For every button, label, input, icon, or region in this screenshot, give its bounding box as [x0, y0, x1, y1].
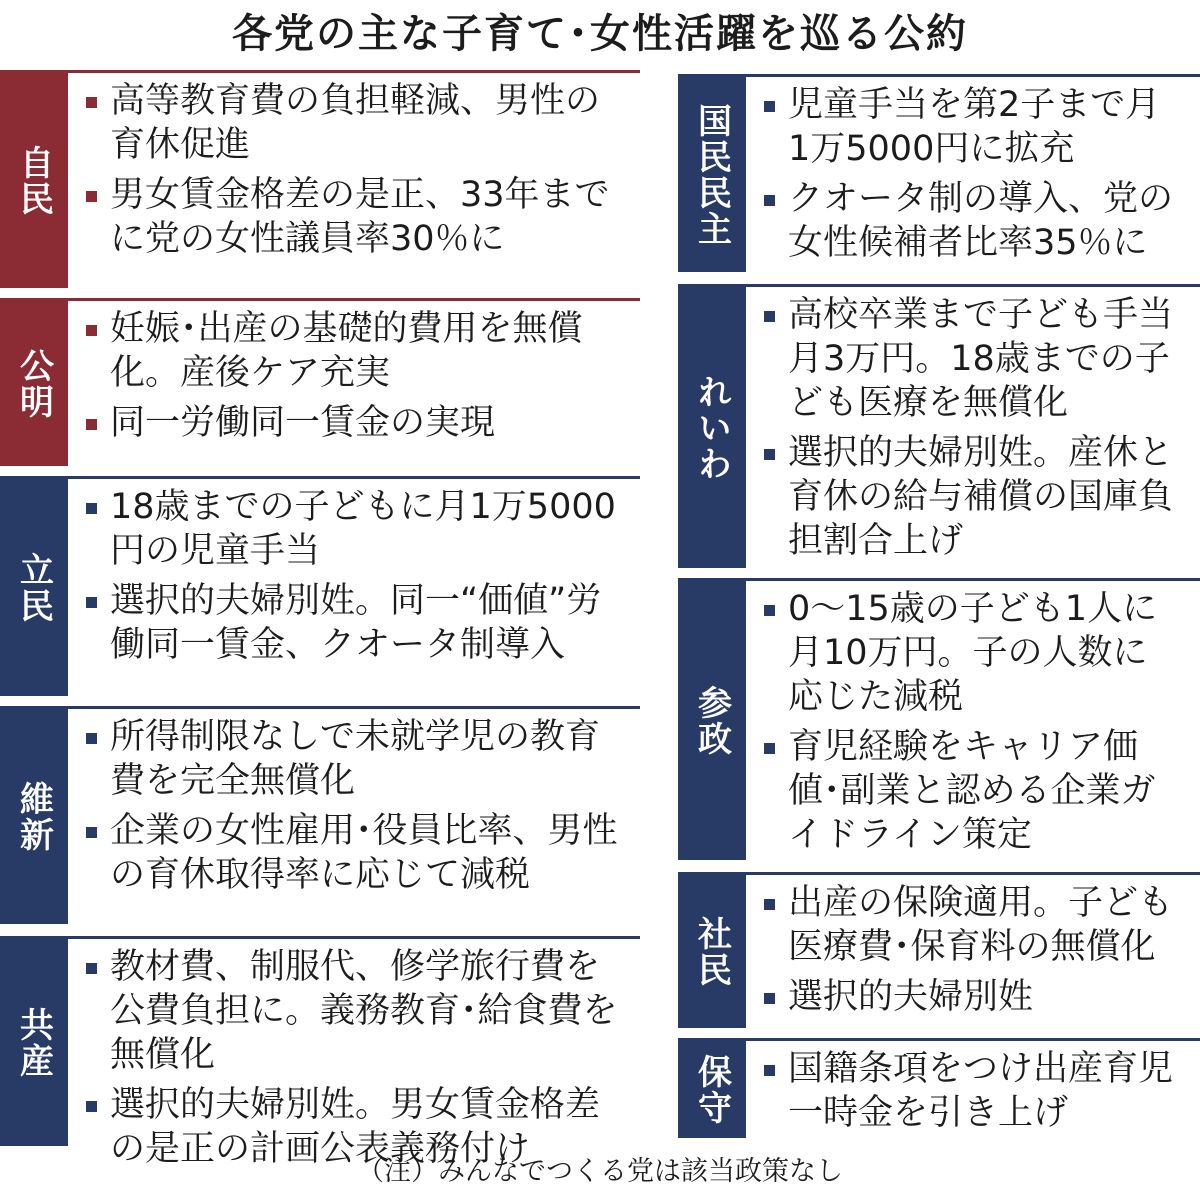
bullet-icon: [764, 311, 775, 322]
party-block-hoshu: [678, 1038, 1200, 1138]
policy-item: [756, 587, 1176, 719]
party-label-sansei: [678, 581, 746, 860]
policy-list: [78, 301, 598, 445]
policy-text: 教材費、制服代、修学旅行費を公費負担に。義務教育･給食費を無償化: [110, 947, 618, 1075]
policy-text: 選択的夫婦別姓。男女賃金格差の是正の計画公表義務付け: [110, 1085, 601, 1169]
policy-list: [756, 581, 1176, 857]
party-name: 保守: [691, 1053, 732, 1126]
bullet-icon: [86, 325, 97, 336]
bullet-icon: [86, 419, 97, 430]
policy-text: 企業の女性雇用･役員比率、男性の育休取得率に応じて減税: [110, 811, 618, 895]
policy-text: 国籍条項をつけ出産育児一時金を引き上げ: [788, 1049, 1174, 1133]
policy-item: [78, 485, 626, 573]
policy-list: [756, 77, 1176, 265]
policy-text: 男女賃金格差の是正、33年までに党の女性議員率30％に: [110, 175, 610, 259]
bullet-icon: [764, 195, 775, 206]
policy-item: [756, 725, 1176, 857]
party-name: 公明: [13, 347, 54, 420]
party-name: 国民民主: [691, 102, 732, 247]
policy-item: [78, 307, 598, 395]
policy-item: [756, 1047, 1176, 1135]
policy-item: [756, 431, 1176, 563]
bullet-icon: [764, 1065, 775, 1076]
party-block-sansei: [678, 578, 1200, 860]
party-block-jimin: [0, 70, 640, 288]
policy-item: [756, 293, 1176, 425]
policy-text: 0～15歳の子ども1人に月10万円。子の人数に応じた減税: [788, 589, 1158, 717]
policy-item: [756, 177, 1176, 265]
policy-list: [756, 287, 1176, 563]
bullet-icon: [764, 449, 775, 460]
policy-list: [78, 939, 626, 1171]
policy-text: 選択的夫婦別姓: [788, 977, 1034, 1017]
bullet-icon: [764, 743, 775, 754]
policy-item: [78, 173, 618, 261]
party-name: 立民: [13, 551, 54, 624]
party-label-ishin: [0, 709, 68, 924]
policy-item: [78, 401, 598, 445]
bullet-icon: [86, 733, 97, 744]
policy-item: [756, 881, 1176, 969]
policy-text: クオータ制の導入、党の女性候補者比率35％に: [788, 179, 1174, 263]
policy-text: 高等教育費の負担軽減、男性の育休促進: [110, 81, 601, 165]
party-label-reiwa: [678, 287, 746, 568]
policy-item: [78, 579, 626, 667]
policy-text: 選択的夫婦別姓。産休と育休の給与補償の国庫負担割合上げ: [788, 433, 1174, 561]
party-block-shamin: [678, 872, 1200, 1028]
policy-list: [78, 479, 626, 667]
policy-text: 高校卒業まで子ども手当月3万円。18歳までの子ども医療を無償化: [788, 295, 1174, 423]
policy-item: [756, 975, 1176, 1019]
party-label-hoshu: [678, 1041, 746, 1138]
policy-text: 児童手当を第2子まで月1万5000円に拡充: [788, 85, 1161, 169]
policy-list: [78, 73, 618, 261]
party-name: 維新: [13, 780, 54, 853]
party-label-komei: [0, 301, 68, 466]
party-block-komei: [0, 298, 640, 466]
party-block-kyosan: [0, 936, 640, 1169]
party-block-reiwa: [678, 284, 1200, 568]
party-label-kokumin: [678, 77, 746, 272]
party-label-shamin: [678, 875, 746, 1028]
bullet-icon: [764, 993, 775, 1004]
policy-text: 妊娠･出産の基礎的費用を無償化。産後ケア充実: [110, 309, 583, 393]
party-block-rikken: [0, 476, 640, 696]
bullet-icon: [86, 191, 97, 202]
bullet-icon: [86, 827, 97, 838]
bullet-icon: [86, 963, 97, 974]
party-name: 共産: [13, 1006, 54, 1079]
party-name: れいわ: [691, 373, 732, 482]
policy-list: [756, 875, 1176, 1019]
policy-text: 育児経験をキャリア価値･副業と認める企業ガイドライン策定: [788, 727, 1156, 855]
bullet-icon: [86, 97, 97, 108]
party-label-kyosan: [0, 939, 68, 1146]
party-name: 自民: [13, 144, 54, 217]
party-name: 社民: [691, 915, 732, 988]
bullet-icon: [764, 605, 775, 616]
bullet-icon: [86, 597, 97, 608]
policy-text: 18歳までの子どもに月1万5000円の児童手当: [110, 487, 616, 571]
footnote: （注）みんなでつくる党は該当政策なし: [357, 1156, 843, 1187]
policy-item: [78, 945, 626, 1077]
policy-text: 所得制限なしで未就学児の教育費を完全無償化: [110, 717, 601, 801]
policy-item: [78, 809, 618, 897]
policy-item: [756, 83, 1176, 171]
policy-list: [78, 709, 618, 897]
policy-list: [756, 1041, 1176, 1135]
party-label-jimin: [0, 73, 68, 288]
bullet-icon: [764, 899, 775, 910]
policy-item: [78, 79, 618, 167]
party-name: 参政: [691, 684, 732, 757]
bullet-icon: [86, 1101, 97, 1112]
bullet-icon: [764, 101, 775, 112]
policy-text: 同一労働同一賃金の実現: [110, 403, 496, 443]
page-title: 各党の主な子育て･女性活躍を巡る公約: [232, 11, 968, 57]
policy-text: 出産の保険適用。子ども医療費･保育料の無償化: [788, 883, 1174, 967]
party-label-rikken: [0, 479, 68, 696]
policy-item: [78, 715, 618, 803]
party-block-kokumin: [678, 74, 1200, 272]
policy-text: 選択的夫婦別姓。同一“価値”労働同一賃金、クオータ制導入: [110, 581, 602, 665]
party-block-ishin: [0, 706, 640, 924]
bullet-icon: [86, 503, 97, 514]
